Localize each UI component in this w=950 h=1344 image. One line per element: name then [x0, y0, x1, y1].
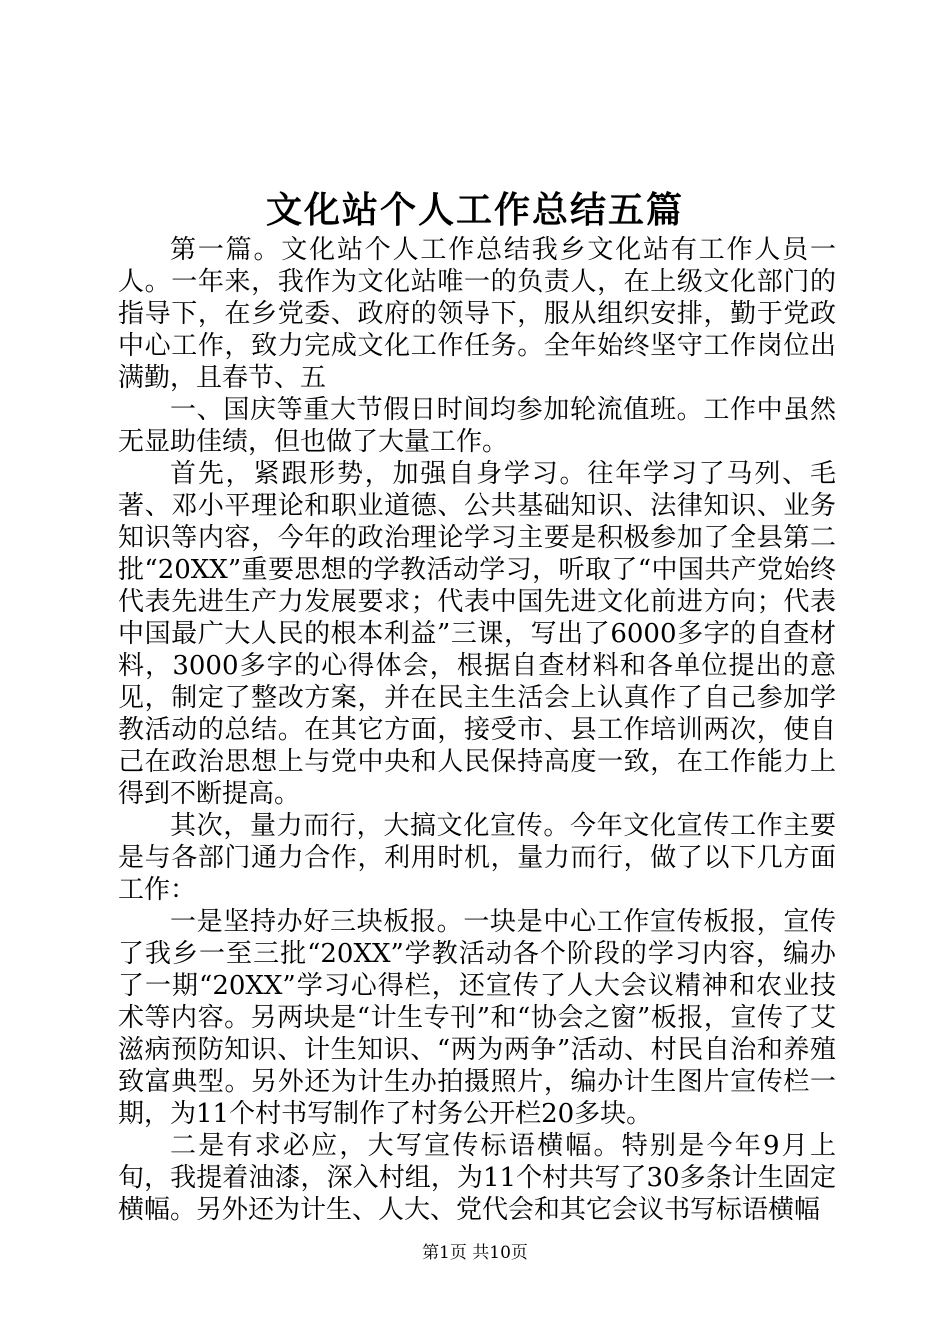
paragraph: 第一篇。文化站个人工作总结我乡文化站有工作人员一人。一年来，我作为文化站唯一的负责人，在上级文化部门的指导下，在乡党委、政府的领导下，服从组织安排，勤于党政中心工作，致力完成文化工作任务。全年始终坚守工作岗位出满勤，且春节、五 [118, 235, 836, 393]
paragraph: 其次，量力而行，大搞文化宣传。今年文化宣传工作主要是与各部门通力合作，利用时机，量力而行，做了以下几方面工作： [118, 811, 836, 905]
paragraph: 一是坚持办好三块板报。一块是中心工作宣传板报，宣传了我乡一至三批“20XX”学教活动各个阶段的学习内容，编办了一期“20XX”学习心得栏，还宣传了人大会议精神和农业技术等内容。另两块是“计生专刊”和“协会之窗”板报，宣传了艾滋病预防知识、计生知识、“两为两争”活动、村民自治和养殖致富典型。另外还为计生办拍摄照片，编办计生图片宣传栏一期，为11个村书写制作了村务公开栏20多块。 [118, 907, 836, 1129]
paragraph: 一、国庆等重大节假日时间均参加轮流值班。工作中虽然无显助佳绩，但也做了大量工作。 [118, 395, 836, 457]
paragraph: 二是有求必应，大写宣传标语横幅。特别是今年9月上旬，我提着油漆，深入村组，为11个村共写了30多条计生固定横幅。另外还为计生、人大、党代会和其它会议书写标语横幅 [118, 1131, 836, 1225]
document-title: 文化站个人工作总结五篇 [265, 189, 684, 231]
paragraph: 首先，紧跟形势，加强自身学习。往年学习了马列、毛著、邓小平理论和职业道德、公共基础知识、法律知识、业务知识等内容，今年的政治理论学习主要是积极参加了全县第二批“20XX”重要思想的学教活动学习，听取了“中国共产党始终代表先进生产力发展要求；代表中国先进文化前进方向；代表中国最广大人民的根本利益”三课，写出了6000多字的自查材料，3000多字的心得体会，根据自查材料和各单位提出的意见，制定了整改方案，并在民主生活会上认真作了自己参加学教活动的总结。在其它方面，接受市、县工作培训两次，使自己在政治思想上与党中央和人民保持高度一致，在工作能力上得到不断提高。 [118, 459, 836, 809]
page-number-footer: 第1页 共10页 [422, 1243, 528, 1263]
document-body [118, 234, 836, 1226]
